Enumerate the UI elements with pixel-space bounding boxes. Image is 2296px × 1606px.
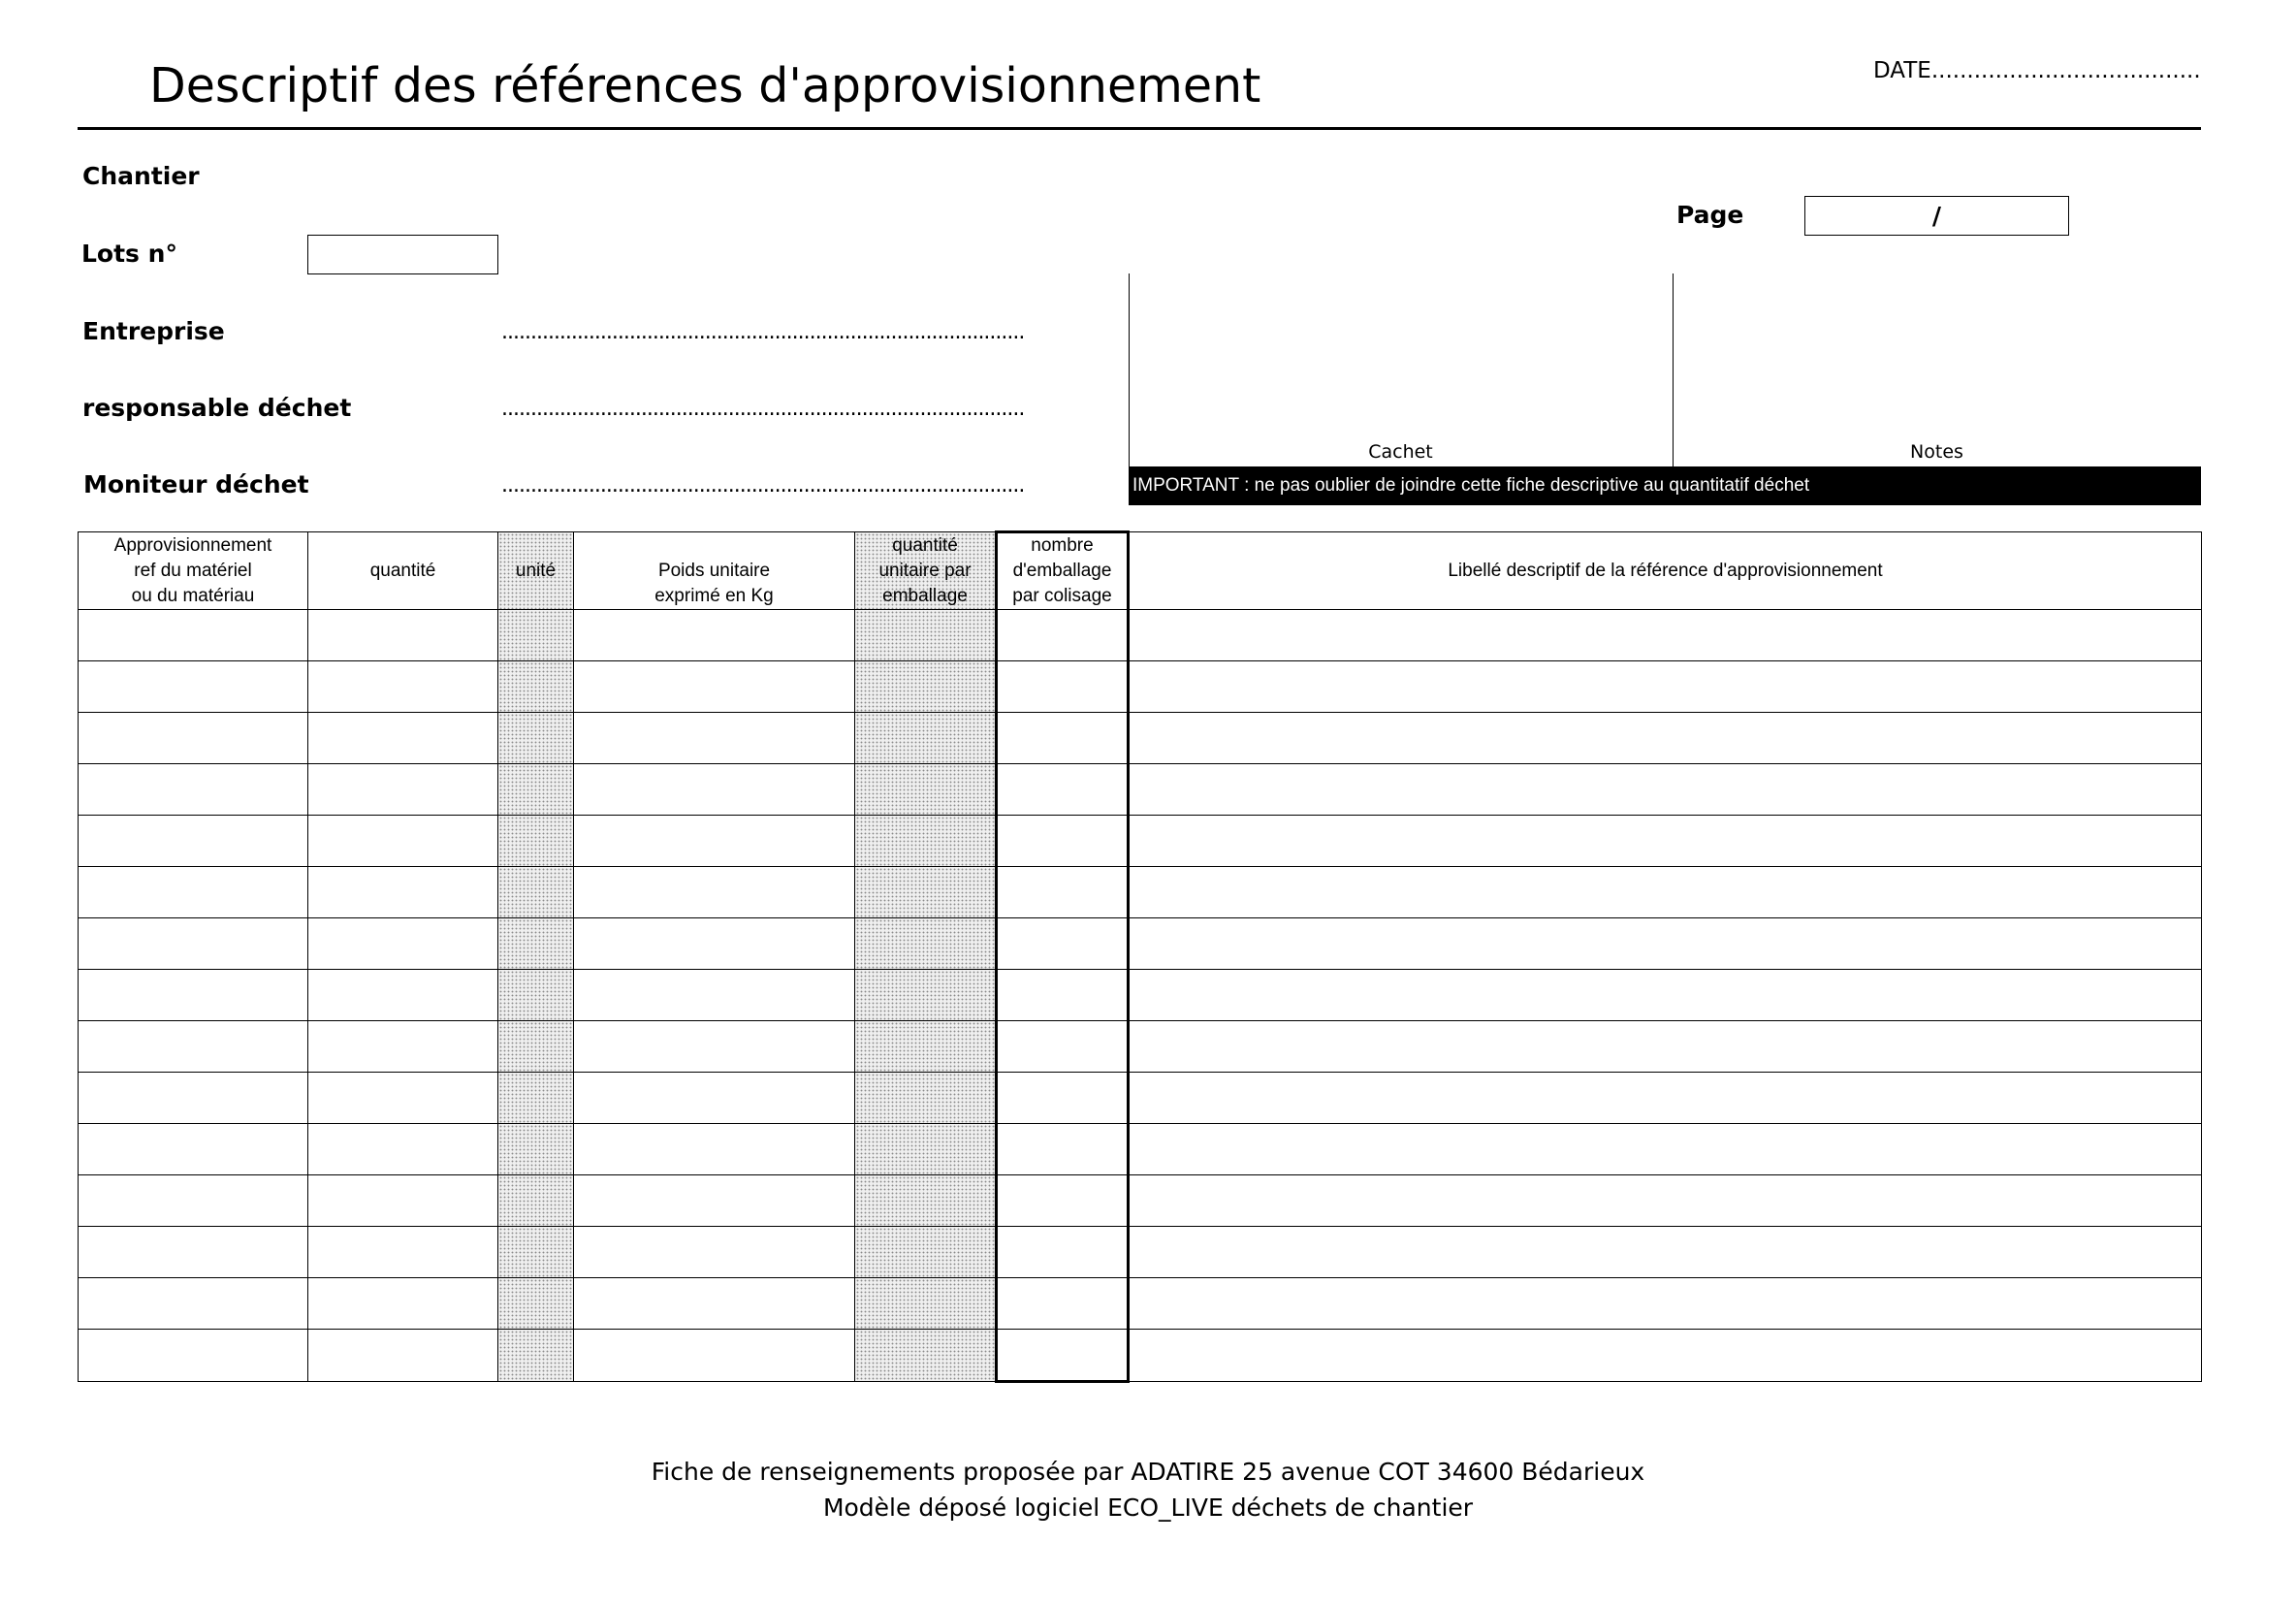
cell-reference[interactable]: [79, 867, 308, 918]
col-header-quantite: quantité: [308, 532, 498, 610]
cell-libelle[interactable]: [1129, 1175, 2202, 1227]
cell-quantite-emballage[interactable]: [855, 970, 997, 1021]
table-row: [79, 713, 2202, 764]
table-header-row: [79, 532, 2202, 610]
cell-unite[interactable]: [498, 713, 574, 764]
cell-quantite[interactable]: [308, 1278, 498, 1330]
table-row: [79, 1330, 2202, 1382]
cell-nombre-emballage[interactable]: [997, 1227, 1129, 1278]
cell-libelle[interactable]: [1129, 1124, 2202, 1175]
page-label: Page: [1676, 201, 1744, 229]
table-row: [79, 918, 2202, 970]
cell-quantite-emballage[interactable]: [855, 918, 997, 970]
cell-reference[interactable]: [79, 816, 308, 867]
cell-reference[interactable]: [79, 610, 308, 661]
cell-quantite[interactable]: [308, 1021, 498, 1073]
cell-libelle[interactable]: [1129, 1021, 2202, 1073]
cell-unite[interactable]: [498, 1227, 574, 1278]
cachet-divider-left: [1129, 273, 1130, 466]
cell-quantite-emballage[interactable]: [855, 1278, 997, 1330]
cell-quantite[interactable]: [308, 1227, 498, 1278]
page-title: Descriptif des références d'approvisionnement: [149, 58, 1261, 113]
table-row: [79, 816, 2202, 867]
col-header-reference: Approvisionnement ref du matériel ou du matériau: [79, 532, 308, 610]
cell-nombre-emballage[interactable]: [997, 918, 1129, 970]
cell-nombre-emballage[interactable]: [997, 816, 1129, 867]
table-row: [79, 867, 2202, 918]
cell-unite[interactable]: [498, 970, 574, 1021]
cell-poids[interactable]: [574, 1021, 855, 1073]
cell-quantite-emballage[interactable]: [855, 713, 997, 764]
cell-reference[interactable]: [79, 713, 308, 764]
cell-reference[interactable]: [79, 764, 308, 816]
cell-poids[interactable]: [574, 816, 855, 867]
cell-nombre-emballage[interactable]: [997, 1073, 1129, 1124]
cell-reference[interactable]: [79, 1021, 308, 1073]
table-row: [79, 970, 2202, 1021]
cell-libelle[interactable]: [1129, 970, 2202, 1021]
chantier-label: Chantier: [82, 162, 200, 190]
cell-libelle[interactable]: [1129, 1278, 2202, 1330]
cell-nombre-emballage[interactable]: [997, 610, 1129, 661]
entreprise-label: Entreprise: [82, 317, 225, 345]
cell-quantite[interactable]: [308, 1124, 498, 1175]
cell-quantite-emballage[interactable]: [855, 661, 997, 713]
cell-reference[interactable]: [79, 1278, 308, 1330]
cell-quantite-emballage[interactable]: [855, 816, 997, 867]
cell-reference[interactable]: [79, 1330, 308, 1382]
cell-libelle[interactable]: [1129, 1227, 2202, 1278]
cell-poids[interactable]: [574, 764, 855, 816]
cell-quantite-emballage[interactable]: [855, 1175, 997, 1227]
cell-reference[interactable]: [79, 661, 308, 713]
cell-quantite-emballage[interactable]: [855, 764, 997, 816]
cell-libelle[interactable]: [1129, 816, 2202, 867]
entreprise-field[interactable]: ..........................................................................................: [501, 320, 1025, 344]
cell-quantite-emballage[interactable]: [855, 867, 997, 918]
cell-reference[interactable]: [79, 918, 308, 970]
cell-reference[interactable]: [79, 1124, 308, 1175]
cell-libelle[interactable]: [1129, 918, 2202, 970]
cell-unite[interactable]: [498, 1278, 574, 1330]
page-input[interactable]: /: [1804, 196, 2069, 236]
table-row: [79, 1073, 2202, 1124]
col-header-quantite-emballage: quantité unitaire par emballage: [855, 532, 997, 610]
table-body: [79, 610, 2202, 1382]
cell-quantite[interactable]: [308, 661, 498, 713]
cell-poids[interactable]: [574, 713, 855, 764]
cell-unite[interactable]: [498, 1021, 574, 1073]
cell-quantite[interactable]: [308, 1073, 498, 1124]
cell-reference[interactable]: [79, 1073, 308, 1124]
cell-poids[interactable]: [574, 661, 855, 713]
cell-unite[interactable]: [498, 1330, 574, 1382]
cell-libelle[interactable]: [1129, 1073, 2202, 1124]
cell-unite[interactable]: [498, 610, 574, 661]
cell-nombre-emballage[interactable]: [997, 970, 1129, 1021]
cell-unite[interactable]: [498, 918, 574, 970]
moniteur-label: Moniteur déchet: [83, 470, 309, 498]
cachet-caption: Cachet: [1368, 441, 1433, 463]
cell-quantite-emballage[interactable]: [855, 610, 997, 661]
cell-nombre-emballage[interactable]: [997, 1124, 1129, 1175]
cell-quantite[interactable]: [308, 610, 498, 661]
cell-nombre-emballage[interactable]: [997, 661, 1129, 713]
table-row: [79, 1021, 2202, 1073]
lots-input[interactable]: [307, 235, 498, 274]
cell-nombre-emballage[interactable]: [997, 1175, 1129, 1227]
cell-reference[interactable]: [79, 1227, 308, 1278]
cell-unite[interactable]: [498, 1175, 574, 1227]
footer-line-2: Modèle déposé logiciel ECO_LIVE déchets de chantier: [822, 1494, 1474, 1522]
table-row: [79, 1227, 2202, 1278]
cell-quantite-emballage[interactable]: [855, 1073, 997, 1124]
cell-quantite-emballage[interactable]: [855, 1021, 997, 1073]
cell-poids[interactable]: [574, 1124, 855, 1175]
cell-unite[interactable]: [498, 764, 574, 816]
cell-quantite[interactable]: [308, 970, 498, 1021]
cell-libelle[interactable]: [1129, 1330, 2202, 1382]
cell-reference[interactable]: [79, 1175, 308, 1227]
cell-poids[interactable]: [574, 610, 855, 661]
responsable-label: responsable déchet: [82, 394, 352, 422]
cell-quantite[interactable]: [308, 918, 498, 970]
cell-quantite[interactable]: [308, 867, 498, 918]
table-row: [79, 661, 2202, 713]
cell-libelle[interactable]: [1129, 610, 2202, 661]
cell-nombre-emballage[interactable]: [997, 764, 1129, 816]
cell-poids[interactable]: [574, 918, 855, 970]
table-row: [79, 610, 2202, 661]
date-field[interactable]: DATE......................................: [1873, 58, 2201, 83]
cell-nombre-emballage[interactable]: [997, 713, 1129, 764]
cell-libelle[interactable]: [1129, 867, 2202, 918]
table-row: [79, 1124, 2202, 1175]
col-header-nombre-emballage: nombre d'emballage par colisage: [997, 532, 1129, 610]
table-row: [79, 1278, 2202, 1330]
cell-quantite[interactable]: [308, 764, 498, 816]
cell-unite[interactable]: [498, 1073, 574, 1124]
cell-reference[interactable]: [79, 970, 308, 1021]
cell-unite[interactable]: [498, 867, 574, 918]
col-header-unite: unité: [498, 532, 574, 610]
cell-poids[interactable]: [574, 867, 855, 918]
cell-unite[interactable]: [498, 1124, 574, 1175]
important-banner: IMPORTANT : ne pas oublier de joindre cette fiche descriptive au quantitatif déchet: [1129, 466, 2201, 505]
moniteur-field[interactable]: ..........................................................................................: [501, 473, 1025, 498]
notes-caption: Notes: [1910, 441, 1963, 463]
cell-quantite-emballage[interactable]: [855, 1227, 997, 1278]
col-header-libelle: Libellé descriptif de la référence d'approvisionnement: [1129, 532, 2202, 610]
cell-poids[interactable]: [574, 1278, 855, 1330]
cell-quantite[interactable]: [308, 1330, 498, 1382]
table-row: [79, 1175, 2202, 1227]
cell-nombre-emballage[interactable]: [997, 1021, 1129, 1073]
cell-poids[interactable]: [574, 970, 855, 1021]
cell-nombre-emballage[interactable]: [997, 1330, 1129, 1382]
cachet-notes-divider: [1673, 273, 1674, 466]
col-header-poids: Poids unitaire exprimé en Kg: [574, 532, 855, 610]
cell-quantite-emballage[interactable]: [855, 1330, 997, 1382]
cell-poids[interactable]: [574, 1073, 855, 1124]
cell-unite[interactable]: [498, 661, 574, 713]
cell-poids[interactable]: [574, 1175, 855, 1227]
header-rule: [78, 127, 2201, 130]
cell-quantite[interactable]: [308, 1175, 498, 1227]
cell-libelle[interactable]: [1129, 661, 2202, 713]
responsable-field[interactable]: ..........................................................................................: [501, 397, 1025, 421]
cell-unite[interactable]: [498, 816, 574, 867]
approvisionnement-table: [78, 530, 2202, 1383]
cell-quantite[interactable]: [308, 713, 498, 764]
cell-libelle[interactable]: [1129, 764, 2202, 816]
footer-line-1: Fiche de renseignements proposée par ADATIRE 25 avenue COT 34600 Bédarieux: [651, 1458, 1645, 1486]
table-row: [79, 764, 2202, 816]
cell-poids[interactable]: [574, 1330, 855, 1382]
cell-quantite[interactable]: [308, 816, 498, 867]
cell-poids[interactable]: [574, 1227, 855, 1278]
cell-nombre-emballage[interactable]: [997, 1278, 1129, 1330]
cell-libelle[interactable]: [1129, 713, 2202, 764]
lots-label: Lots n°: [81, 240, 177, 268]
cell-quantite-emballage[interactable]: [855, 1124, 997, 1175]
cell-nombre-emballage[interactable]: [997, 867, 1129, 918]
